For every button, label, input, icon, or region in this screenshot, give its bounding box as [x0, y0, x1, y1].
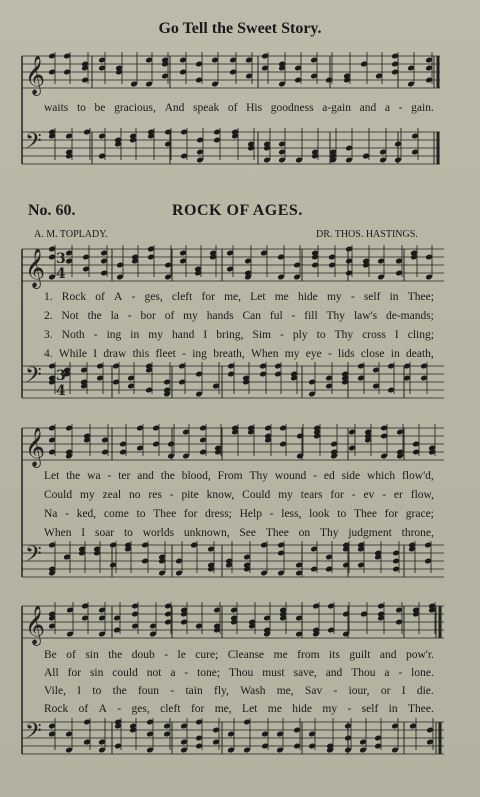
treble-clef-icon: 𝄞 — [25, 427, 46, 467]
treble-clef-icon: 𝄞 — [25, 605, 46, 645]
time-signature: 3 — [56, 251, 66, 267]
time-signature: 4 — [56, 266, 66, 282]
treble-clef-icon: 𝄞 — [25, 55, 46, 95]
bass-clef-icon: 𝄢 — [25, 719, 42, 749]
verse-line: Could my zeal no res - pite know, Could my tears for - ev - er flow, — [44, 489, 434, 501]
verse-line: When I soar to worlds unknown, See Thee on Thy judgment throne, — [44, 527, 434, 539]
verse-line: 3. Noth - ing in my hand I bring, Sim - ply to Thy cross I cling; — [44, 329, 434, 341]
verse-line: All for sin could not a - tone; Thou must save, and Thou a - lone. — [44, 667, 434, 679]
top-hymn-title: Go Tell the Sweet Story. — [158, 20, 322, 37]
time-signature: 4 — [56, 383, 66, 399]
hymn-author: A. M. TOPLADY. — [34, 229, 108, 240]
hymn-title: ROCK OF AGES. — [172, 202, 303, 219]
treble-clef-icon: 𝄞 — [25, 248, 46, 288]
verse-line: 2. Not the la - bor of my hands Can ful - fill Thy law's de-mands; — [44, 310, 434, 322]
bass-clef-icon: 𝄢 — [25, 363, 42, 393]
time-signature: 3 — [56, 368, 66, 384]
hymn-composer: DR. THOS. HASTINGS. — [316, 229, 418, 240]
bass-clef-icon: 𝄢 — [25, 542, 42, 572]
verse-line: Be of sin the doub - le cure; Cleanse me from its guilt and pow'r. — [44, 649, 434, 661]
verse-line: Vile, I to the foun - tain fly, Wash me, Sav - iour, or I die. — [44, 685, 434, 697]
bass-clef-icon: 𝄢 — [25, 129, 42, 159]
top-hymn-lyric: waits to be gracious, And speak of His goodness a-gain and a - gain. — [44, 102, 434, 114]
verse-line: Let the wa - ter and the blood, From Thy wound - ed side which flow'd, — [44, 470, 434, 482]
verse-line: Na - ked, come to Thee for dress; Help - less, look to Thee for grace; — [44, 508, 434, 520]
verse-line: 4. While I draw this fleet - ing breath, When my eye - lids close in death, — [44, 348, 434, 360]
hymn-number: No. 60. — [28, 202, 76, 219]
verse-line: 1. Rock of A - ges, cleft for me, Let me hide my - self in Thee; — [44, 291, 434, 303]
verse-line: Rock of A - ges, cleft for me, Let me hide my - self in Thee. — [44, 703, 434, 715]
